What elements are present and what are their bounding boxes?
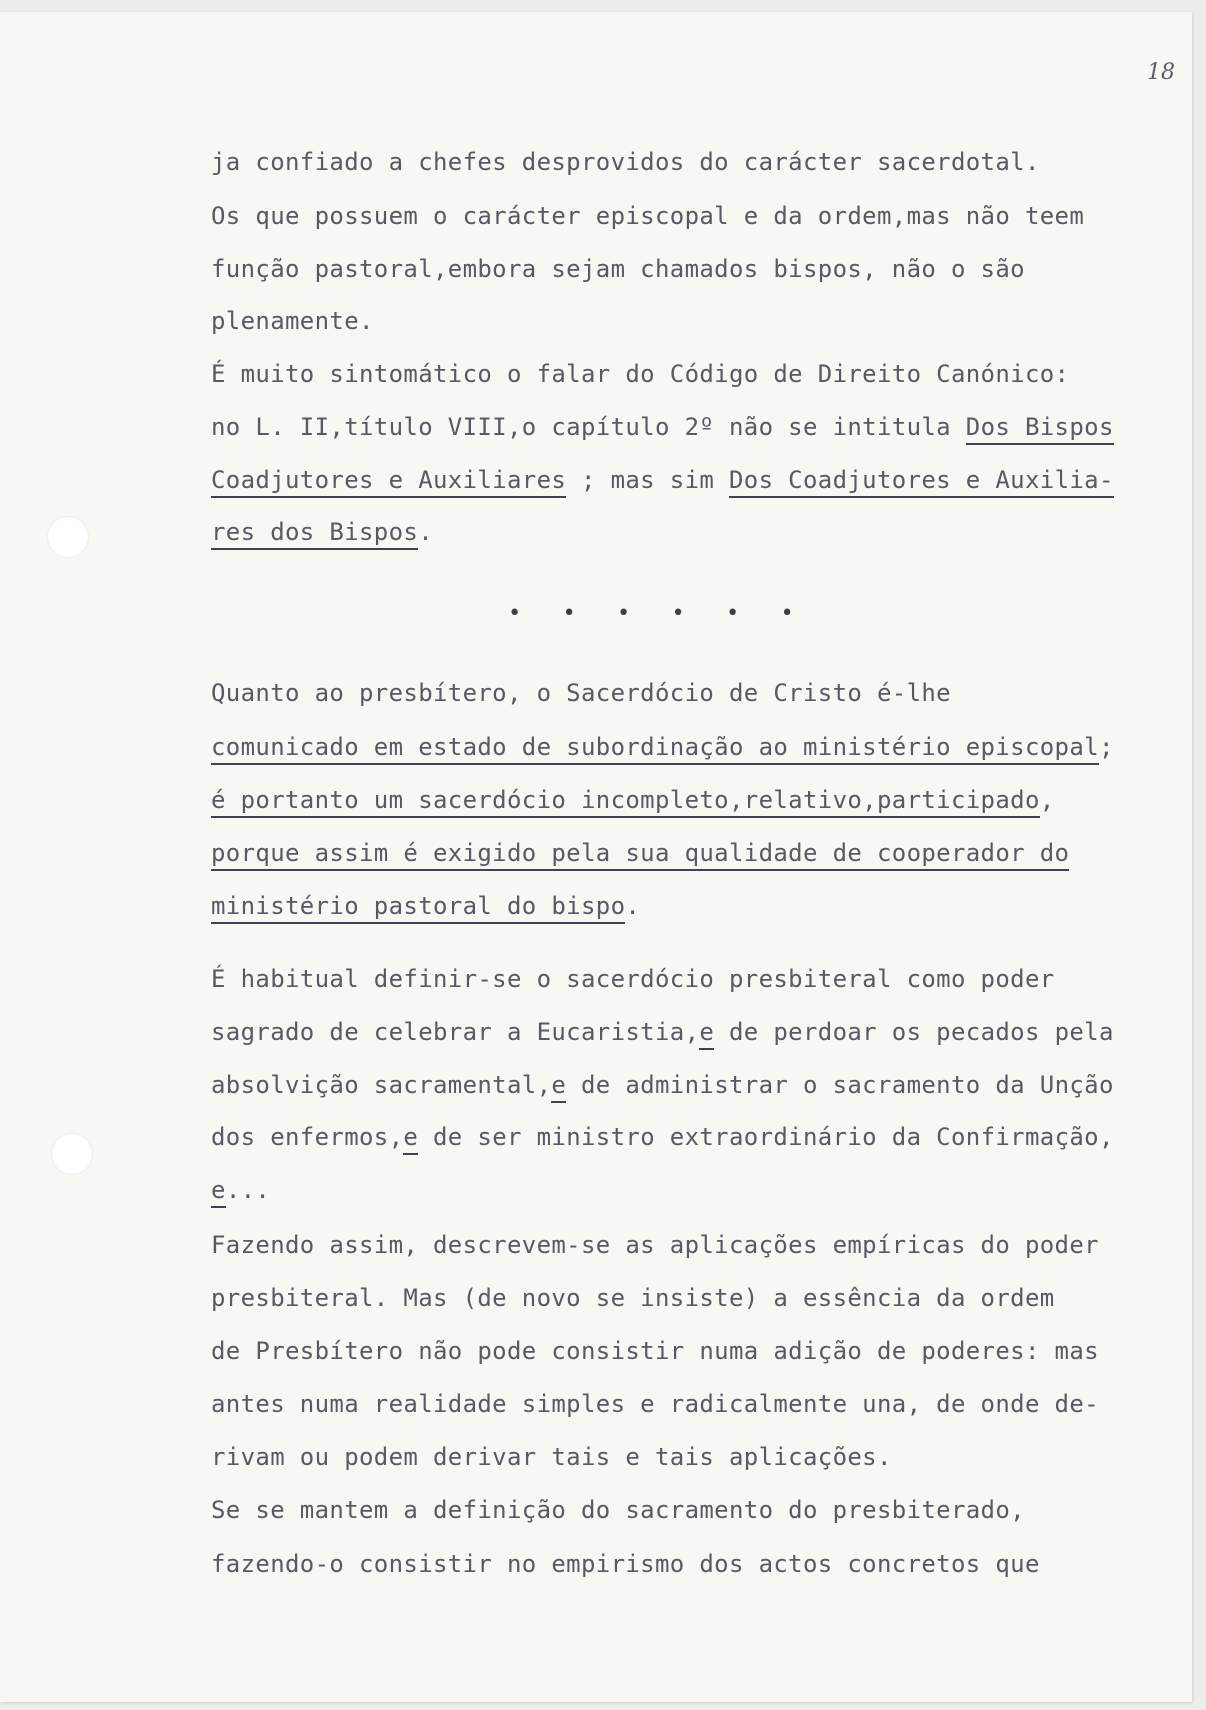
text-line (211, 520, 1181, 544)
text-line (211, 468, 1181, 492)
text-segment: de administrar o sacramento da Unção (566, 1071, 1114, 1099)
underlined-text: e (699, 1018, 714, 1050)
text-line (211, 894, 1181, 918)
text-line: de Presbítero não pode consistir numa adição de poderes: mas (211, 1337, 1099, 1365)
section-separator: • • • • • • (508, 601, 808, 626)
text-line: Se se mantem a definição do sacramento do presbiterado, (211, 1496, 1025, 1524)
text-line (211, 1020, 1181, 1044)
text-segment: no L. II,título VIII,o capítulo 2º não se intitula (211, 413, 966, 441)
underlined-text: Dos Coadjutores e Auxilia- (729, 466, 1114, 498)
text-line: presbiteral. Mas (de novo se insiste) a essência da ordem (211, 1284, 1055, 1312)
text-line: função pastoral,embora sejam chamados bispos, não o são (211, 255, 1025, 283)
text-segment: de perdoar os pecados pela (714, 1018, 1114, 1046)
text-segment: ... (225, 1176, 271, 1204)
text-line: É muito sintomático o falar do Código de Direito Canónico: (211, 360, 1070, 388)
punch-hole (51, 1133, 93, 1175)
underlined-text: e (211, 1176, 226, 1208)
underlined-text: e (551, 1071, 566, 1103)
text-segment: sagrado de celebrar a Eucaristia, (211, 1018, 700, 1046)
text-segment: dos enfermos, (211, 1123, 404, 1151)
text-segment: , (1039, 786, 1055, 814)
text-line: É habitual definir-se o sacerdócio presbiteral como poder (211, 965, 1055, 993)
text-line: rivam ou podem derivar tais e tais aplicações. (211, 1443, 892, 1471)
text-line: antes numa realidade simples e radicalmente una, de onde de- (211, 1390, 1099, 1418)
text-segment: ; (1098, 733, 1114, 761)
text-segment: absolvição sacramental, (211, 1071, 552, 1099)
underlined-text: comunicado em estado de subordinação ao ministério episcopal (211, 733, 1099, 765)
text-line: ja confiado a chefes desprovidos do carácter sacerdotal. (211, 148, 1040, 176)
text-line (211, 1125, 1181, 1149)
text-segment: . (625, 892, 641, 920)
underlined-text: ministério pastoral do bispo (211, 892, 625, 924)
underlined-text: Dos Bispos (966, 413, 1114, 445)
text-segment: de ser ministro extraordinário da Confirmação, (418, 1123, 1114, 1151)
text-line: Quanto ao presbítero, o Sacerdócio de Cristo é-lhe (211, 679, 951, 707)
text-line (211, 735, 1181, 759)
text-line (211, 1178, 1181, 1202)
text-line: Fazendo assim, descrevem-se as aplicações empíricas do poder (211, 1231, 1099, 1259)
underlined-text: Coadjutores e Auxiliares (211, 466, 566, 498)
text-line: plenamente. (211, 307, 374, 335)
text-line: Os que possuem o carácter episcopal e da ordem,mas não teem (211, 202, 1085, 230)
underlined-text: res dos Bispos (211, 518, 418, 550)
text-segment: . (418, 518, 434, 546)
underlined-text: é portanto um sacerdócio incompleto,relativo,participado (211, 786, 1040, 818)
text-segment: ; mas sim (566, 466, 729, 494)
punch-hole (47, 516, 89, 558)
text-line (211, 415, 1181, 439)
page-number: 18 (1147, 60, 1175, 85)
underlined-text: porque assim é exigido pela sua qualidade de cooperador do (211, 839, 1069, 871)
underlined-text: e (403, 1123, 418, 1155)
text-line: fazendo-o consistir no empirismo dos actos concretos que (211, 1550, 1040, 1578)
text-line (211, 788, 1181, 812)
text-line (211, 841, 1181, 865)
text-line (211, 1073, 1181, 1097)
